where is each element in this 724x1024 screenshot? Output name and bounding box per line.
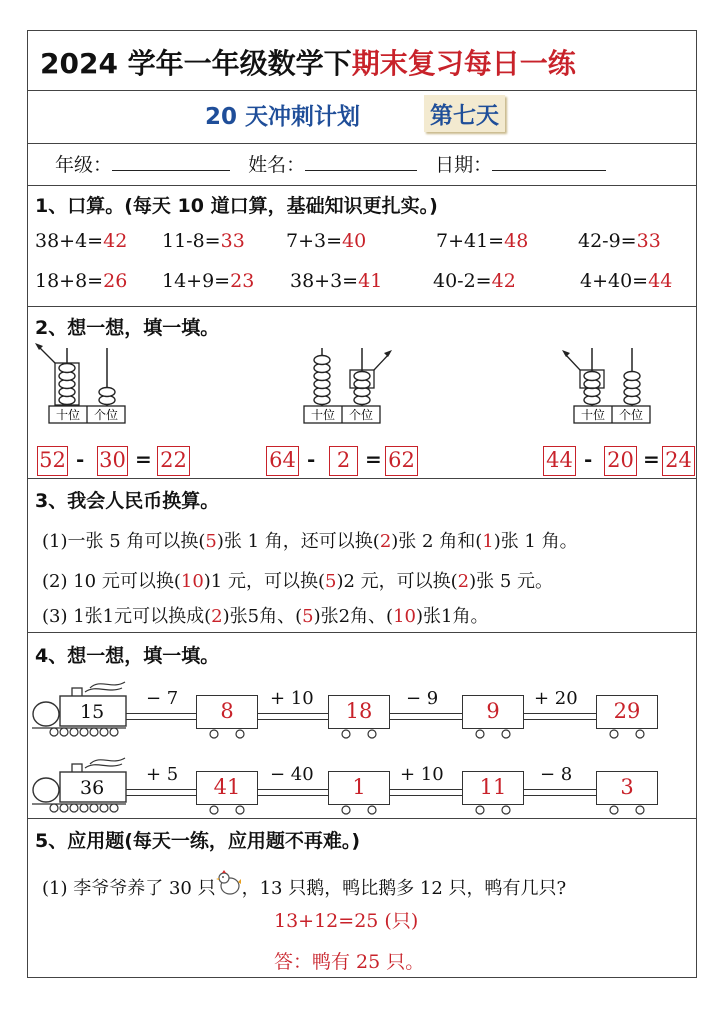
car-wheels xyxy=(196,729,660,741)
train-op: − 8 xyxy=(540,764,573,785)
ones-label: 个位 xyxy=(618,408,644,422)
equals-sign: = xyxy=(365,447,382,471)
grade-label: 年级： xyxy=(55,154,113,176)
track-link xyxy=(524,713,596,720)
divider xyxy=(27,478,697,479)
answer-box[interactable]: 44 xyxy=(543,446,576,476)
answer-box[interactable]: 24 xyxy=(662,446,695,476)
answer-box[interactable]: 30 xyxy=(97,446,128,476)
answer-box[interactable]: 64 xyxy=(266,446,299,476)
answer-box[interactable]: 52 xyxy=(37,446,68,476)
money-question-2: (2) 10 元可以换(10)1 元，可以换(5)2 元，可以换(2)张 5 元。 xyxy=(42,571,554,592)
section-5-title: 5、应用题(每天一练，应用题不再难。) xyxy=(35,830,361,852)
date-label: 日期： xyxy=(435,154,493,176)
chicken-icon xyxy=(216,870,242,890)
train-car-answer[interactable]: 41 xyxy=(196,771,258,805)
minus-sign: - xyxy=(307,447,316,471)
section-2-title: 2、想一想，填一填。 xyxy=(35,317,220,339)
answer-box[interactable]: 62 xyxy=(385,446,418,476)
name-label: 姓名： xyxy=(248,154,306,176)
calc-item: 38+4=42 xyxy=(35,230,128,252)
tens-label: 十位 xyxy=(580,408,606,422)
train-op: + 10 xyxy=(400,764,444,785)
track-link xyxy=(390,789,462,796)
question-text: (1) 李爷爷养了 30 只 xyxy=(42,878,216,899)
answer-box[interactable]: 2 xyxy=(329,446,358,476)
subtitle xyxy=(205,98,360,131)
abacus-2 xyxy=(290,340,400,428)
calc-item: 4+40=44 xyxy=(580,270,673,292)
track-link xyxy=(258,713,328,720)
equals-sign: = xyxy=(643,447,660,471)
divider xyxy=(27,306,697,307)
date-field[interactable] xyxy=(492,152,606,171)
name-field[interactable] xyxy=(305,152,417,171)
train-op: − 7 xyxy=(146,688,179,709)
tens-label: 十位 xyxy=(55,408,81,422)
word-problem xyxy=(42,870,566,900)
track-link xyxy=(126,713,196,720)
train-start-number: 36 xyxy=(80,777,105,799)
divider xyxy=(27,185,697,186)
train-car-answer[interactable]: 1 xyxy=(328,771,390,805)
solution-answer: 答：鸭有 25 只。 xyxy=(274,951,425,973)
track-link xyxy=(258,789,328,796)
divider xyxy=(27,632,697,633)
money-question-1: (1)一张 5 角可以换(5)张 1 角，还可以换(2)张 2 角和(1)张 1 角。 xyxy=(42,531,578,552)
divider xyxy=(27,818,697,819)
day-badge-text: 第七天 xyxy=(430,103,499,129)
day-badge xyxy=(424,95,505,132)
tens-label: 十位 xyxy=(310,408,336,422)
train-op: + 10 xyxy=(270,688,314,709)
minus-sign: - xyxy=(584,447,593,471)
equals-sign: = xyxy=(135,447,152,471)
train-car-answer[interactable]: 3 xyxy=(596,771,658,805)
train-car-answer[interactable]: 9 xyxy=(462,695,524,729)
title-highlight: 期末复习每日一练 xyxy=(351,47,576,80)
train-op: + 20 xyxy=(534,688,578,709)
answer-box[interactable]: 20 xyxy=(604,446,637,476)
car-wheels xyxy=(196,805,660,817)
calc-item: 7+3=40 xyxy=(286,230,367,252)
calc-item: 38+3=41 xyxy=(290,270,383,292)
calc-item: 18+8=26 xyxy=(35,270,128,292)
answer-box[interactable]: 22 xyxy=(157,446,190,476)
abacus-3 xyxy=(560,340,660,428)
track-link xyxy=(524,789,596,796)
train-car-answer[interactable]: 11 xyxy=(462,771,524,805)
title-main: 2024 学年一年级数学下 xyxy=(40,47,352,80)
train-car-answer[interactable]: 18 xyxy=(328,695,390,729)
divider xyxy=(27,90,697,91)
calc-item: 40-2=42 xyxy=(433,270,516,292)
divider xyxy=(27,143,697,144)
subtitle-text: 20 天冲刺计划 xyxy=(205,104,361,130)
track-link xyxy=(126,789,196,796)
train-start-number: 15 xyxy=(80,701,105,723)
train-op: − 40 xyxy=(270,764,314,785)
section-1-title: 1、口算。(每天 10 道口算，基础知识更扎实。) xyxy=(35,195,438,217)
grade-field[interactable] xyxy=(112,152,230,171)
page-title xyxy=(40,42,576,82)
train-car-answer[interactable]: 29 xyxy=(596,695,658,729)
track-link xyxy=(390,713,462,720)
train-op: − 9 xyxy=(406,688,439,709)
calc-item: 7+41=48 xyxy=(436,230,529,252)
section-3-title: 3、我会人民币换算。 xyxy=(35,490,220,512)
section-4-title: 4、想一想，填一填。 xyxy=(35,645,220,667)
calc-item: 42-9=33 xyxy=(578,230,661,252)
solution-calc: 13+12=25 (只) xyxy=(274,910,419,932)
calc-item: 11-8=33 xyxy=(162,230,245,252)
ones-label: 个位 xyxy=(93,408,119,422)
abacus-1 xyxy=(35,340,135,428)
calc-item: 14+9=23 xyxy=(162,270,255,292)
info-row xyxy=(55,150,606,177)
minus-sign: - xyxy=(76,447,85,471)
train-car-answer[interactable]: 8 xyxy=(196,695,258,729)
ones-label: 个位 xyxy=(348,408,374,422)
money-question-3: (3) 1张1元可以换成(2)张5角、(5)张2角、(10)张1角。 xyxy=(42,606,489,627)
train-op: + 5 xyxy=(146,764,179,785)
question-text: ，13 只鹅，鸭比鹅多 12 只，鸭有几只? xyxy=(241,878,567,899)
